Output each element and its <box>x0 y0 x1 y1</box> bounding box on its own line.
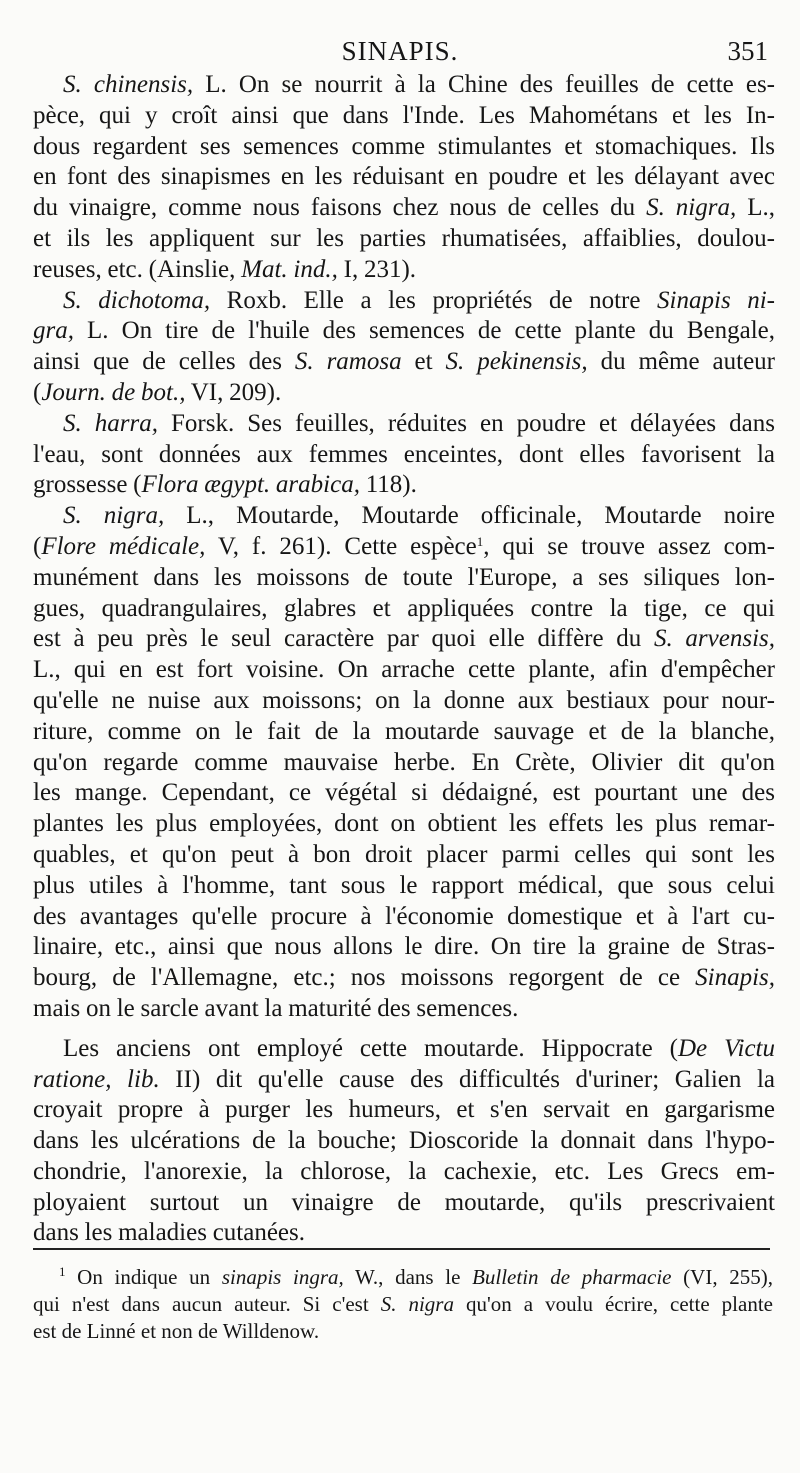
text-line <box>33 409 775 440</box>
page-header <box>0 36 800 70</box>
text-run: l'eau, sont données aux femmes enceintes, dont elles favorisent la <box>33 440 775 468</box>
footnote-line <box>33 1264 773 1291</box>
text-run: L., Moutarde, Moutarde officinale, Moutarde noire <box>164 502 775 530</box>
paragraph-gap <box>33 1025 775 1034</box>
text-run: et <box>401 348 446 376</box>
text-line <box>33 563 775 594</box>
footnote <box>33 1264 773 1345</box>
italic-text: ratione, lib. <box>33 1065 160 1093</box>
text-line <box>33 440 775 471</box>
text-line <box>33 686 775 717</box>
italic-text: S. nigra, <box>63 502 165 530</box>
text-run: dans les ulcérations de la bouche; Dioscoride la donnait dans l'hypo- <box>33 1127 775 1155</box>
text-line <box>33 748 775 779</box>
text-line <box>33 840 775 871</box>
text-run: du vinaigre, comme nous faisons chez nous de celles du <box>33 194 647 222</box>
text-run: ( <box>33 378 42 406</box>
text-run: ainsi que de celles des <box>33 348 295 376</box>
text-line <box>33 501 775 532</box>
text-run: pèce, qui y croît ainsi que dans l'Inde. Les Mahométans et les In- <box>33 101 775 129</box>
footnote-line <box>33 1291 773 1318</box>
text-run: Roxb. Elle a les propriétés de notre <box>210 286 658 314</box>
text-run: (VI, 255), <box>671 1265 773 1289</box>
italic-text: Journ. de bot., <box>41 378 186 406</box>
text-line <box>33 871 775 902</box>
text-run: riture, comme on le fait de la moutarde sauvage et de la blanche, <box>33 717 775 745</box>
text-run: est de Linné et non de Willdenow. <box>33 1319 320 1343</box>
text-line <box>33 809 775 840</box>
text-line <box>33 1095 775 1126</box>
text-run: en font des sinapismes en les réduisant en poudre et les délayant avec <box>33 163 775 191</box>
text-line <box>33 1034 775 1065</box>
text-run: munément dans les moissons de toute l'Europe, a ses siliques lon- <box>33 563 775 591</box>
text-line <box>33 193 775 224</box>
italic-text: S. nigra <box>380 1292 454 1316</box>
text-line <box>33 902 775 933</box>
running-title: SINAPIS. <box>341 36 459 66</box>
text-run: grossesse ( <box>33 471 142 499</box>
italic-text: S. chinensis, <box>63 71 194 98</box>
text-line <box>33 717 775 748</box>
footnote-rule <box>33 1248 770 1250</box>
text-run: dans les maladies cutanées. <box>33 1219 306 1247</box>
text-run: quables, et qu'on peut à bon droit placer parmi celles qui sont les <box>33 840 775 868</box>
text-run: reuses, etc. (Ainslie, <box>33 255 242 283</box>
text-run: II) dit qu'elle cause des difficultés d'uriner; Galien la <box>159 1065 776 1093</box>
italic-text: S. dichotoma, <box>63 286 211 314</box>
text-run: I, 231). <box>337 255 417 283</box>
italic-text: S. ramosa <box>294 348 402 376</box>
italic-text: Flore médicale, <box>41 532 206 560</box>
text-line <box>33 594 775 625</box>
text-line <box>33 132 775 163</box>
text-run: plantes les plus employées, dont on obtient les effets les plus remar- <box>33 810 775 838</box>
italic-text: gra, <box>33 317 74 345</box>
text-line <box>33 1065 775 1096</box>
text-run: Forsk. Ses feuilles, réduites en poudre et délayées dans <box>157 409 775 437</box>
text-line <box>33 1157 775 1188</box>
page-number: 351 <box>727 36 768 66</box>
text-line <box>33 532 775 563</box>
text-line <box>33 101 775 132</box>
text-line <box>33 378 775 409</box>
text-run: 118). <box>359 471 417 499</box>
main-text <box>33 70 775 1249</box>
text-run: ployaient surtout un vinaigre de moutarde, qu'ils prescrivaient <box>33 1188 775 1216</box>
text-line <box>33 994 775 1025</box>
text-line <box>33 70 775 101</box>
italic-text: S. arvensis, <box>653 625 775 653</box>
text-line <box>33 316 775 347</box>
text-run: V, f. 261). Cette espèce <box>205 532 477 560</box>
footnote-line <box>33 1318 773 1345</box>
text-run: qui n'est dans aucun auteur. Si c'est <box>33 1292 381 1316</box>
footnote-marker: 1 <box>59 1264 66 1279</box>
text-line <box>33 1188 775 1219</box>
text-line <box>33 963 775 994</box>
text-run: , qui se trouve assez com- <box>483 532 775 560</box>
text-run: qu'elle ne nuise aux moissons; on la donne aux bestiaux pour nour- <box>33 686 775 714</box>
text-run: des avantages qu'elle procure à l'économie domestique et à l'art cu- <box>33 902 775 930</box>
footnote-marker: 1 <box>476 533 484 549</box>
text-line <box>33 655 775 686</box>
text-run: dous regardent ses semences comme stimulantes et stomachiques. Ils <box>33 132 775 160</box>
text-run: ( <box>33 532 42 560</box>
text-run: qu'on a voulu écrire, cette plante <box>453 1292 773 1316</box>
text-line <box>33 162 775 193</box>
italic-text: Mat. ind., <box>241 255 338 283</box>
text-run: W., dans le <box>343 1265 473 1289</box>
text-run: mais on le sarcle avant la maturité des semences. <box>33 994 519 1022</box>
text-run: les mange. Cependant, ce végétal si dédaigné, est pourtant une des <box>33 779 775 807</box>
italic-text: Sinapis, <box>695 964 775 992</box>
text-run: On indique un <box>65 1265 222 1289</box>
text-run: bourg, de l'Allemagne, etc.; nos moissons regorgent de ce <box>33 964 696 992</box>
text-run: gues, quadrangulaires, glabres et appliquées contre la tige, ce qui <box>33 594 775 622</box>
text-run: et ils les appliquent sur les parties rhumatisées, affaiblies, doulou- <box>33 224 775 252</box>
italic-text: Flora ægypt. arabica, <box>141 471 360 499</box>
text-run: linaire, etc., ainsi que nous allons le dire. On tire la graine de Stras- <box>33 933 775 961</box>
text-run: L. On tire de l'huile des semences de cette plante du Bengale, <box>73 317 775 345</box>
text-line <box>33 255 775 286</box>
text-run: L., qui en est fort voisine. On arrache cette plante, afin d'empêcher <box>33 656 775 684</box>
text-line <box>33 778 775 809</box>
italic-text: S. pekinensis, <box>445 348 588 376</box>
text-run: plus utiles à l'homme, tant sous le rapport médical, que sous celui <box>33 871 775 899</box>
italic-text: S. harra, <box>63 409 158 437</box>
text-run: croyait propre à purger les humeurs, et s'en servait en gargarisme <box>33 1096 775 1124</box>
text-run: qu'on regarde comme mauvaise herbe. En Crète, Olivier dit qu'on <box>33 748 775 776</box>
text-line <box>33 224 775 255</box>
text-run: L., <box>736 194 775 222</box>
italic-text: Sinapis ni- <box>657 286 775 314</box>
text-line <box>33 1218 775 1249</box>
text-run: VI, 209). <box>185 378 282 406</box>
text-run: Les anciens ont employé cette moutarde. Hippocrate ( <box>63 1034 678 1062</box>
text-line <box>33 347 775 378</box>
text-line <box>33 286 775 317</box>
text-run: du même auteur <box>587 348 776 376</box>
italic-text: sinapis ingra, <box>221 1265 344 1289</box>
text-run: L. On se nourrit à la Chine des feuilles de cette es- <box>193 71 776 98</box>
italic-text: S. nigra, <box>646 194 737 222</box>
italic-text: Bulletin de pharmacie <box>472 1265 672 1289</box>
italic-text: De Victu <box>677 1034 775 1062</box>
text-line <box>33 1126 775 1157</box>
text-line <box>33 470 775 501</box>
text-line <box>33 624 775 655</box>
text-line <box>33 932 775 963</box>
text-run: chondrie, l'anorexie, la chlorose, la cachexie, etc. Les Grecs em- <box>33 1157 775 1185</box>
text-run: est à peu près le seul caractère par quoi elle diffère du <box>33 625 654 653</box>
